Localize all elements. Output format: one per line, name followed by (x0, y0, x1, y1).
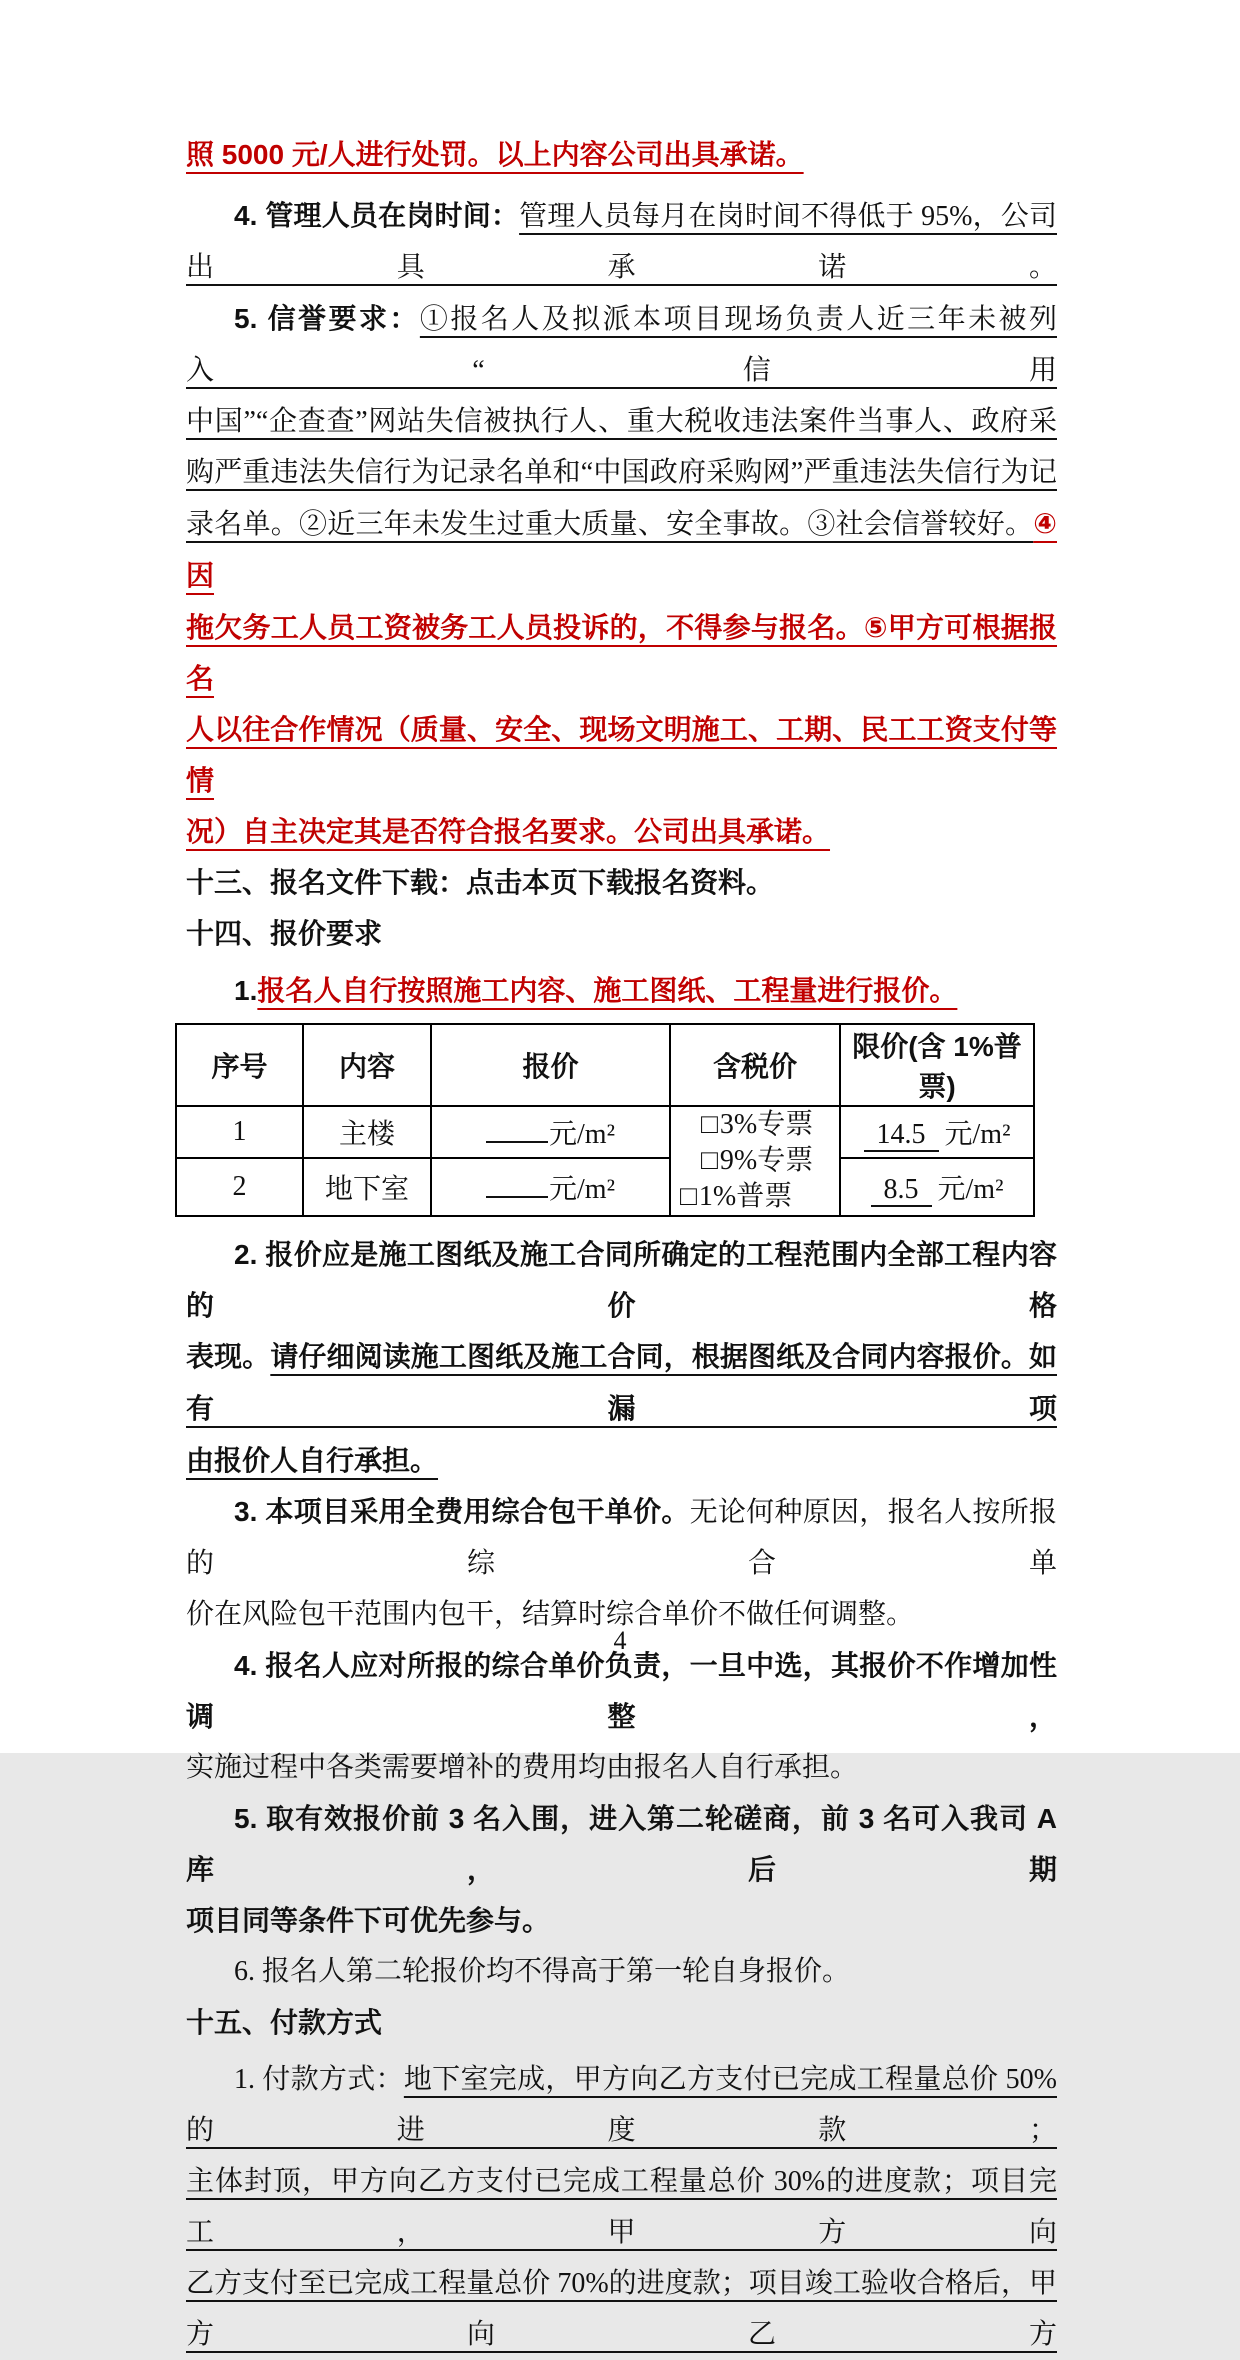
tax-option (701, 1107, 839, 1143)
quote-item5-line2: 项目同等条件下可优先参与。 (186, 1905, 551, 1936)
checkbox-unchecked-icon: □ (701, 1145, 718, 1176)
tax-option (680, 1179, 839, 1215)
limit-unit: 元/m² (937, 1174, 1004, 1206)
item4-label: 4. 管理人员在岗时间： (234, 200, 520, 231)
quote-item3-line1 (186, 1486, 1057, 1589)
quote-item4-line2: 实施过程中各类需要增补的费用均由报名人自行承担。 (186, 1752, 859, 1783)
payment-line1 (186, 2054, 1057, 2156)
quote-table-header-row (176, 1024, 1034, 1106)
cell-tax-options (670, 1106, 840, 1216)
section13-title: 十三、报名文件下载：点击本页下载报名资料。 (186, 867, 775, 898)
header-content: 内容 (303, 1024, 431, 1106)
checkbox-unchecked-icon: □ (701, 1109, 718, 1140)
quote-blank-line (486, 1113, 548, 1143)
cell-quote (431, 1106, 670, 1158)
quote-item5-line1: 5. 取有效报价前 3 名入围，进入第二轮磋商，前 3 名可入我司 A 库，后期 (186, 1803, 1057, 1885)
quote-item3-rest: 无论何种原因，报名人按所报的综合单 (186, 1497, 1057, 1579)
item5-credit-line3: 购严重违法失信行为记录名单和“中国政府采购网”严重违法失信行为记 (186, 457, 1057, 488)
page-number: 4 (613, 1626, 627, 1655)
item5-credit-line7: 况）自主决定其是否符合报名要求。公司出具承诺。 (186, 816, 831, 847)
item5-body-line1: ①报名人及拟派本项目现场负责人近三年未被列入“信用 (186, 304, 1057, 386)
quote-table (175, 1023, 1035, 1217)
limit-unit: 元/m² (944, 1119, 1011, 1151)
cell-seq: 1 (176, 1106, 303, 1158)
quote-item1-number: 1. (234, 975, 258, 1006)
item5-credit-line5: 拖欠务工人员工资被务工人员投诉的，不得参与报名。⑤甲方可根据报名 (186, 612, 1057, 694)
header-quote: 报价 (431, 1024, 670, 1106)
item5-credit-line1 (186, 293, 1057, 396)
payment-line2: 主体封顶，甲方向乙方支付已完成工程量总价 30%的进度款；项目完工，甲方向 (186, 2166, 1057, 2248)
checkbox-unchecked-icon: □ (680, 1181, 697, 1212)
quote-item1-line (186, 965, 1057, 1017)
payment-line3: 乙方支付至已完成工程量总价 70%的进度款；项目竣工验收合格后，甲方向乙方 (186, 2268, 1057, 2350)
section15-title: 十五、付款方式 (186, 2007, 383, 2038)
quote-item1-body: 报名人自行按照施工内容、施工图纸、工程量进行报价。 (257, 975, 958, 1006)
header-seq: 序号 (176, 1024, 303, 1106)
cell-content: 主楼 (303, 1106, 431, 1158)
item4-body: 管理人员每月在岗时间不得低于 95%，公司出具承诺。 (186, 201, 1057, 283)
quote-item3-line2: 价在风险包干范围内包干，结算时综合单价不做任何调整。 (186, 1599, 915, 1630)
cell-limit-price (840, 1158, 1034, 1216)
quote-item3-label: 3. 本项目采用全费用综合包干单价。 (234, 1496, 690, 1527)
quote-item6-line: 6. 报名人第二轮报价均不得高于第一轮自身报价。 (234, 1956, 851, 1987)
payment-label: 1. 付款方式： (234, 2064, 404, 2095)
cell-quote (431, 1158, 670, 1216)
item5-label: 5. 信誉要求： (234, 303, 420, 334)
tax-option (701, 1143, 839, 1179)
limit-value: 8.5 (871, 1174, 932, 1207)
quote-blank-line (486, 1168, 548, 1198)
section14-title: 十四、报价要求 (186, 918, 383, 949)
header-tax-price: 含税价 (670, 1024, 840, 1106)
item4-management-hours-line (186, 190, 1057, 293)
quote-item4-line1: 4. 报名人应对所报的综合单价负责，一旦中选，其报价不作增加性调整， (186, 1650, 1057, 1732)
item5-line4-red: ④因 (186, 508, 1057, 591)
penalty-commitment-line: 照 5000 元/人进行处罚。以上内容公司出具承诺。 (186, 139, 804, 170)
cell-seq: 2 (176, 1158, 303, 1216)
quote-unit: 元/m² (549, 1174, 615, 1206)
table-row (176, 1158, 1034, 1216)
item5-line4-black: 录名单。②近三年未发生过重大质量、安全事故。③社会信誉较好。 (186, 509, 1034, 540)
cell-content: 地下室 (303, 1158, 431, 1216)
item5-credit-line4 (186, 498, 1057, 602)
payment-body-line1: 地下室完成，甲方向乙方支付已完成工程量总价 50%的进度款； (186, 2064, 1057, 2146)
item5-credit-line2: 中国”“企查查”网站失信被执行人、重大税收违法案件当事人、政府采 (186, 406, 1057, 437)
quote-item2-line3: 由报价人自行承担。 (186, 1445, 439, 1476)
quote-item2-plain: 表现。 (186, 1341, 271, 1372)
tax-option-label: 9%专票 (719, 1145, 814, 1176)
quote-item2-line1: 2. 报价应是施工图纸及施工合同所确定的工程范围内全部工程内容的价格 (186, 1239, 1057, 1321)
quote-unit: 元/m² (549, 1119, 615, 1151)
table-row (176, 1106, 1034, 1158)
tax-option-label: 1%普票 (698, 1181, 793, 1212)
item5-credit-line6: 人以往合作情况（质量、安全、现场文明施工、工期、民工工资支付等情 (186, 714, 1057, 796)
tax-option-label: 3%专票 (719, 1109, 814, 1140)
cell-limit-price (840, 1106, 1034, 1158)
quote-item2-line2 (186, 1331, 1057, 1435)
limit-value: 14.5 (864, 1119, 939, 1152)
quote-item2-underlined: 请仔细阅读施工图纸及施工合同，根据图纸及合同内容报价。如有漏项 (186, 1341, 1057, 1424)
header-limit-price: 限价(含 1%普票) (840, 1024, 1034, 1106)
